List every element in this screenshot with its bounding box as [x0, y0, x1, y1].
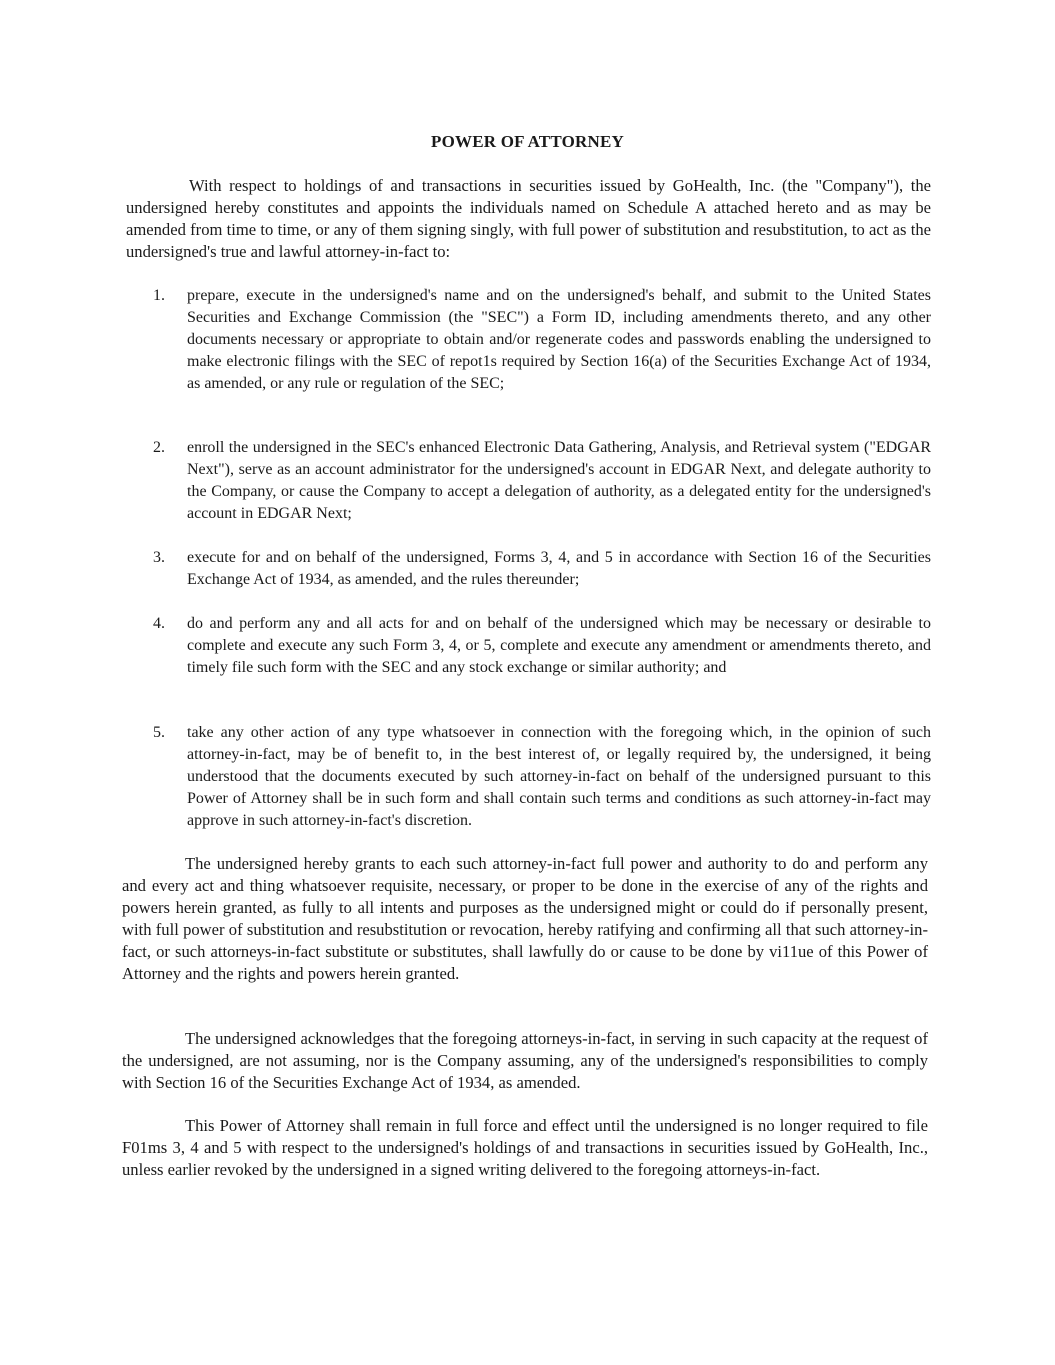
intro-paragraph: With respect to holdings of and transactions in securities issued by GoHealth, Inc. (the "Company"), the undersigned hereby constitutes and appoints the individuals named on Schedule A attached hereto and as may be amended from time to time, or any of them signing singly, with full power of substitution and resubstitution, to act as the undersigned's true and lawful attorney-in-fact to:: [126, 176, 931, 261]
list-item-number: 3.: [153, 549, 165, 566]
duration-paragraph: This Power of Attorney shall remain in full force and effect until the undersigned is no longer required to file F01ms 3, 4 and 5 with respect to the undersigned's holdings of and transactions in securities issued by GoHealth, Inc., unless earlier revoked by the undersigned in a signed writing delivered to the foregoing attorneys-in-fact.: [122, 1116, 928, 1179]
list-item-number: 5.: [153, 724, 165, 741]
grant-paragraph: The undersigned hereby grants to each such attorney-in-fact full power and authority to do and perform any and every act and thing whatsoever requisite, necessary, or proper to be done in the exercise of any of the rights and powers herein granted, as fully to all intents and purposes as the undersigned might or could do if personally present, with full power of substitution and resubstitution or revocation, hereby ratifying and confirming all that such attorney-in-fact, or such attorneys-in-fact substitute or substitutes, shall lawfully do or cause to be done by vi11ue of this Power of Attorney and the rights and powers herein granted.: [122, 854, 928, 983]
list-item-text: execute for and on behalf of the undersigned, Forms 3, 4, and 5 in accordance with Section 16 of the Securities Exchange Act of 1934, as amended, and the rules thereunder;: [187, 549, 931, 588]
list-item-text: enroll the undersigned in the SEC's enhanced Electronic Data Gathering, Analysis, and Retrieval system ("EDGAR Next"), serve as an account administrator for the undersigned's account in EDGAR Next, and delegate authority to the Company, or cause the Company to accept a delegation of authority, as a delegated entity for the undersigned's account in EDGAR Next;: [187, 439, 931, 522]
list-item-text: prepare, execute in the undersigned's name and on the undersigned's behalf, and submit to the United States Securities and Exchange Commission (the "SEC") a Form ID, including amendments thereto, and any other documents necessary or appropriate to obtain and/or regenerate codes and passwords enabling the undersigned to make electronic filings with the SEC of repot1s required by Section 16(a) of the Securities Exchange Act of 1934, as amended, or any rule or regulation of the SEC;: [187, 287, 931, 392]
document-title: POWER OF ATTORNEY: [431, 132, 624, 151]
list-item-text: take any other action of any type whatsoever in connection with the foregoing which, in the opinion of such attorney-in-fact, may be of benefit to, in the best interest of, or legally required by, the undersigned, it being understood that the documents executed by such attorney-in-fact on behalf of the undersigned pursuant to this Power of Attorney shall be in such form and shall contain such terms and conditions as such attorney-in-fact may approve in such attorney-in-fact's discretion.: [187, 724, 931, 829]
list-item: [153, 722, 931, 832]
list-item: [153, 437, 931, 525]
list-item-number: 2.: [153, 439, 165, 456]
list-item: [153, 613, 931, 679]
list-item-text: do and perform any and all acts for and on behalf of the undersigned which may be necessary or desirable to complete and execute any such Form 3, 4, or 5, complete and execute any amendment or amendments thereto, and timely file such form with the SEC and any stock exchange or similar authority; and: [187, 615, 931, 676]
list-item-number: 4.: [153, 615, 165, 632]
acknowledgement-paragraph: The undersigned acknowledges that the foregoing attorneys-in-fact, in serving in such capacity at the request of the undersigned, are not assuming, nor is the Company assuming, any of the undersigned's responsibilities to comply with Section 16 of the Securities Exchange Act of 1934, as amended.: [122, 1029, 928, 1092]
list-item-number: 1.: [153, 287, 165, 304]
list-item: [153, 547, 931, 591]
list-item: [153, 285, 931, 395]
